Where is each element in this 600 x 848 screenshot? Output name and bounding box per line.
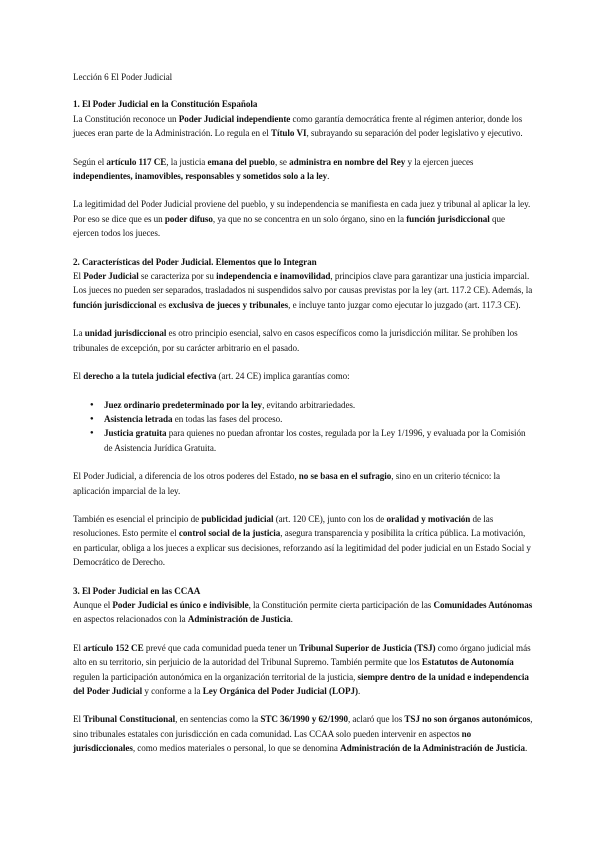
text-run: , ya que no se concentra en un solo órgano, sino en la bbox=[212, 213, 407, 224]
text-run: El bbox=[73, 371, 84, 382]
paragraph bbox=[73, 469, 533, 498]
bold-text-run: Título VI bbox=[270, 128, 307, 139]
text-run: regulen la participación autonómica en la organización territorial de la justicia, bbox=[73, 671, 358, 682]
text-run: , en sentencias como la bbox=[175, 714, 261, 725]
bold-text-run: Administración de la Administración de Justicia bbox=[340, 743, 525, 754]
bold-text-run: STC 36/1990 y 62/1990 bbox=[260, 714, 348, 725]
paragraph bbox=[73, 112, 533, 141]
text-run: Aunque el bbox=[73, 599, 113, 610]
text-run: El bbox=[73, 714, 84, 725]
bold-text-run: siempre dentro de la unidad e independencia del Poder Judicial bbox=[73, 671, 529, 696]
bold-text-run: Poder Judicial es único e indivisible bbox=[112, 599, 249, 610]
text-run: El Poder Judicial, a diferencia de los otros poderes del Estado, bbox=[73, 471, 299, 482]
bold-text-run: derecho a la tutela judicial efectiva bbox=[83, 371, 217, 382]
paragraph bbox=[73, 155, 533, 184]
text-run: (art. 24 CE) implica garantías como: bbox=[216, 371, 350, 382]
paragraph bbox=[73, 598, 533, 627]
paragraph bbox=[73, 197, 533, 240]
bold-text-run: Poder Judicial independiente bbox=[178, 113, 291, 124]
bold-text-run: publicidad judicial bbox=[201, 513, 274, 524]
bold-text-run: Poder Judicial bbox=[83, 271, 139, 282]
bold-text-run: Juez ordinario predeterminado por la ley bbox=[104, 399, 263, 410]
text-run: , sino en un criterio técnico: la aplicación imparcial de la ley. bbox=[73, 471, 500, 496]
text-run: Según el bbox=[73, 156, 107, 167]
bold-text-run: artículo 152 CE bbox=[83, 642, 144, 653]
text-run: , subrayando su separación del poder legislativo y ejecutivo. bbox=[306, 128, 523, 139]
bold-text-run: poder difuso bbox=[164, 213, 213, 224]
text-run: es otro principio esencial, salvo en casos específicos como la jurisdicción militar. Se prohíben los tribunales de excepción, por su carácter arbitrario en el pasado. bbox=[73, 328, 518, 353]
text-run: , e incluye tanto juzgar como ejecutar lo juzgado (art. 117.3 CE). bbox=[288, 299, 521, 310]
list-item bbox=[73, 412, 533, 426]
bold-text-run: función jurisdiccional bbox=[73, 299, 157, 310]
paragraph bbox=[73, 326, 533, 355]
text-run: . bbox=[290, 614, 293, 625]
bold-text-run: Justicia gratuita bbox=[104, 428, 167, 439]
text-run: , la justicia bbox=[166, 156, 208, 167]
bold-text-run: Tribunal Constitucional bbox=[83, 714, 176, 725]
text-run: como órgano judicial más alto en su territorio, sin perjuicio de la autoridad del Tribunal Supremo. También permite que los bbox=[73, 642, 531, 668]
text-run: . bbox=[524, 743, 528, 754]
section-heading: 2. Características del Poder Judicial. Elementos que lo Integran bbox=[73, 256, 317, 267]
bold-text-run: emana del pueblo bbox=[207, 156, 275, 167]
paragraph bbox=[73, 641, 533, 699]
text-run: que ejercen todos los jueces. bbox=[73, 213, 505, 239]
bold-text-run: unidad jurisdiccional bbox=[84, 328, 167, 339]
bold-text-run: función jurisdiccional bbox=[406, 213, 490, 224]
text-run: La bbox=[73, 328, 85, 339]
text-run: , asegura transparencia y posibilita la crítica pública. La motivación, en particular, obliga a los jueces a explicar sus decisiones, reforzando así la legitimidad del poder judicial en un Estado Social y Democrático de Derecho. bbox=[73, 528, 531, 568]
text-run: . bbox=[357, 686, 361, 696]
bullet-list bbox=[73, 398, 533, 456]
bold-text-run: no jurisdiccionales bbox=[73, 728, 472, 754]
paragraph bbox=[73, 269, 533, 312]
text-run: de las resoluciones. Esto permite el bbox=[73, 513, 494, 539]
bold-text-run: administra en nombre del Rey bbox=[289, 156, 406, 167]
bold-text-run: independencia e inamovilidad bbox=[216, 271, 331, 282]
bold-text-run: TSJ no son órganos autonómicos bbox=[404, 714, 531, 725]
text-run: . bbox=[327, 171, 330, 182]
bold-text-run: exclusiva de jueces y tribunales bbox=[168, 299, 289, 310]
section-heading: 3. El Poder Judicial en las CCAA bbox=[73, 585, 201, 596]
paragraph bbox=[73, 369, 533, 383]
paragraph bbox=[73, 512, 533, 570]
text-run: , evitando arbitrariedades. bbox=[262, 399, 356, 410]
bold-text-run: independientes, inamovibles, responsables y sometidos solo a la ley bbox=[73, 171, 328, 182]
text-run: para quienes no puedan afrontar los costes, regulada por la Ley 1/1996, y evaluada por la Comisión de Asistencia Jurídica Gratuita. bbox=[104, 428, 526, 453]
text-run: y conforme a la bbox=[142, 686, 203, 696]
text-run: La Constitución reconoce un bbox=[73, 113, 179, 124]
bold-text-run: no se basa en el sufragio bbox=[298, 471, 392, 482]
bold-text-run: oralidad y motivación bbox=[386, 513, 471, 524]
bold-text-run: Tribunal Superior de Justicia (TSJ) bbox=[299, 642, 436, 653]
bold-text-run: Estatutos de Autonomía bbox=[421, 657, 514, 668]
text-run: La legitimidad del Poder Judicial proviene del pueblo, y su independencia se manifiesta en cada juez y tribunal al aplicar la ley. Por eso se dice que es un bbox=[73, 199, 531, 224]
bold-text-run: Asistencia letrada bbox=[104, 413, 173, 424]
bold-text-run: Ley Orgánica del Poder Judicial (LOPJ) bbox=[202, 686, 358, 696]
text-run: , como medios materiales o personal, lo que se denomina bbox=[132, 743, 341, 754]
text-run: , principios clave para garantizar una justicia imparcial. Los jueces no pueden ser separados, trasladados ni suspendidos salvo por causas previstas por la ley (art. 117.2 CE). Además, la bbox=[73, 271, 533, 296]
section-heading: 1. El Poder Judicial en la Constitución Española bbox=[73, 99, 258, 110]
list-item bbox=[73, 398, 533, 412]
text-run: en aspectos relacionados con la bbox=[73, 614, 188, 625]
document-body bbox=[73, 70, 533, 770]
text-run: , se bbox=[274, 156, 290, 167]
text-run: El bbox=[73, 271, 84, 282]
text-run: También es esencial el principio de bbox=[73, 513, 202, 524]
bold-text-run: Comunidades Autónomas bbox=[433, 599, 533, 610]
text-run: , la Constitución permite cierta participación de las bbox=[248, 599, 434, 610]
document-title: Lección 6 El Poder Judicial bbox=[73, 72, 173, 82]
text-run: y la ejercen jueces bbox=[405, 156, 474, 167]
bold-text-run: artículo 117 CE bbox=[106, 156, 167, 167]
list-item bbox=[73, 426, 533, 455]
text-run: , aclaró que los bbox=[347, 714, 405, 725]
text-run: , sino tribunales estatales con jurisdicción en cada comunidad. Las CCAA solo pueden intervenir en aspectos bbox=[73, 714, 533, 739]
bold-text-run: control social de la justicia bbox=[178, 528, 281, 539]
text-run: como garantía democrática frente al régimen anterior, donde los jueces eran parte de la Administración. Lo regula en el bbox=[73, 113, 523, 139]
text-run: es bbox=[156, 299, 169, 310]
paragraph bbox=[73, 712, 533, 755]
text-run: El bbox=[73, 642, 84, 653]
bold-text-run: Administración de Justicia bbox=[187, 614, 291, 625]
text-run: en todas las fases del proceso. bbox=[172, 413, 283, 424]
text-run: se caracteriza por su bbox=[138, 271, 217, 282]
text-run: prevé que cada comunidad pueda tener un bbox=[143, 642, 300, 653]
text-run: (art. 120 CE), junto con los de bbox=[273, 513, 387, 524]
